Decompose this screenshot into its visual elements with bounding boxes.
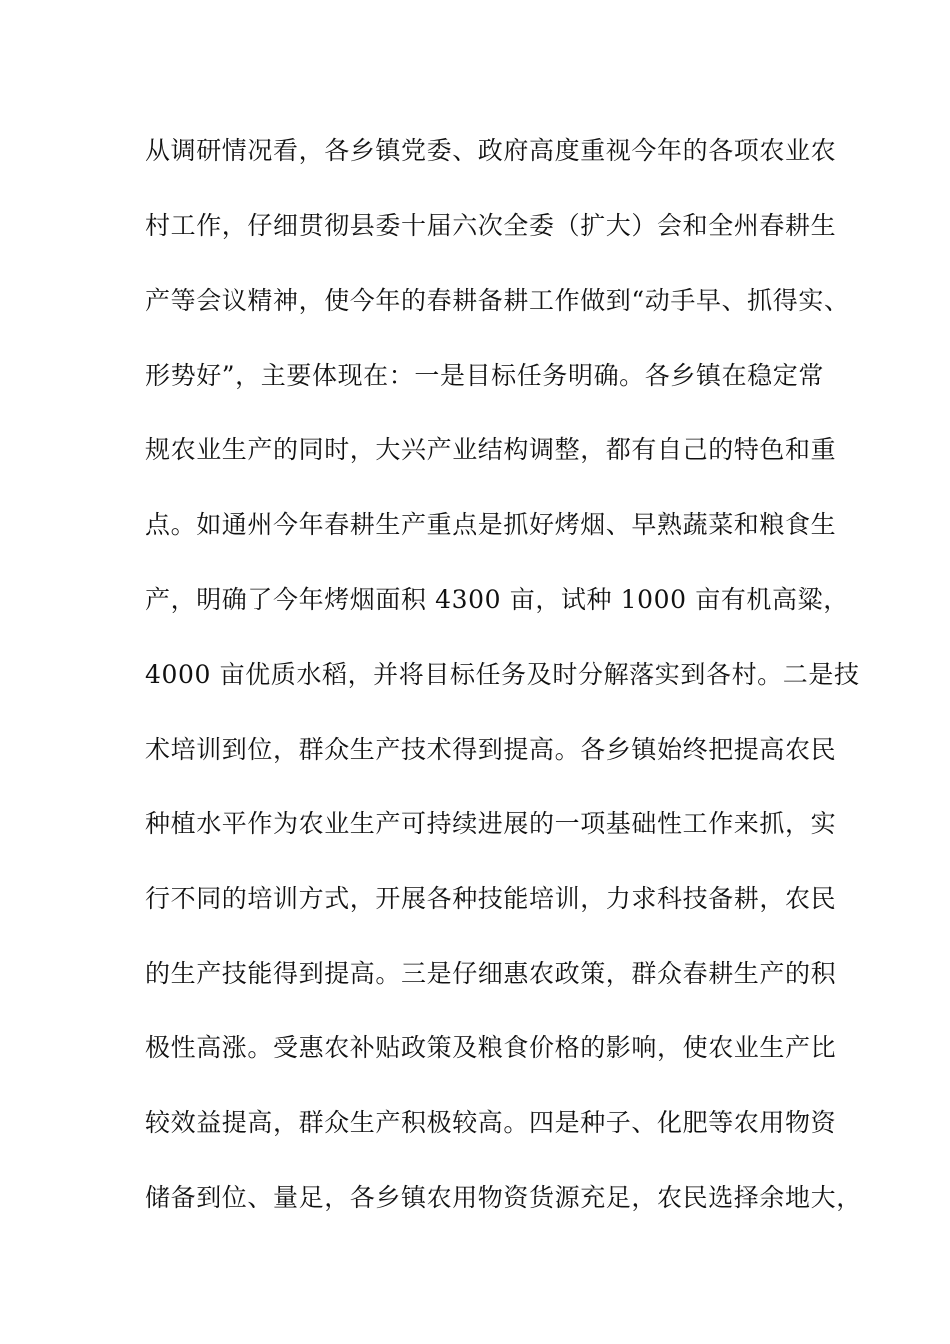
paragraph-line-7: 产，明确了今年烤烟面积 4300 亩，试种 1000 亩有机高粱， bbox=[145, 585, 849, 614]
paragraph-line-1: 从调研情况看，各乡镇党委、政府高度重视今年的各项农业农 bbox=[145, 136, 837, 165]
paragraph-line-8: 4000 亩优质水稻，并将目标任务及时分解落实到各村。二是技 bbox=[145, 660, 860, 689]
paragraph-line-15: 储备到位、量足，各乡镇农用物资货源充足，农民选择余地大， bbox=[145, 1183, 862, 1212]
paragraph-line-13: 极性高涨。受惠农补贴政策及粮食价格的影响，使农业生产比 bbox=[145, 1033, 837, 1062]
paragraph-line-3: 产等会议精神，使今年的春耕备耕工作做到“动手早、抓得实、 bbox=[145, 286, 850, 315]
paragraph-line-11: 行不同的培训方式，开展各种技能培训，力求科技备耕，农民 bbox=[145, 884, 837, 913]
paragraph-line-5: 规农业生产的同时，大兴产业结构调整，都有自己的特色和重 bbox=[145, 435, 837, 464]
paragraph-line-4: 形势好”，主要体现在：一是目标任务明确。各乡镇在稳定常 bbox=[145, 361, 824, 390]
paragraph-line-12: 的生产技能得到提高。三是仔细惠农政策，群众春耕生产的积 bbox=[145, 959, 837, 988]
paragraph-line-6: 点。如通州今年春耕生产重点是抓好烤烟、早熟蔬菜和粮食生 bbox=[145, 510, 837, 539]
paragraph-line-10: 种植水平作为农业生产可持续进展的一项基础性工作来抓，实 bbox=[145, 809, 837, 838]
paragraph-line-14: 较效益提高，群众生产积极较高。四是种子、化肥等农用物资 bbox=[145, 1108, 837, 1137]
paragraph-line-2: 村工作，仔细贯彻县委十届六次全委（扩大）会和全州春耕生 bbox=[145, 211, 837, 240]
paragraph-line-9: 术培训到位，群众生产技术得到提高。各乡镇始终把提高农民 bbox=[145, 735, 837, 764]
